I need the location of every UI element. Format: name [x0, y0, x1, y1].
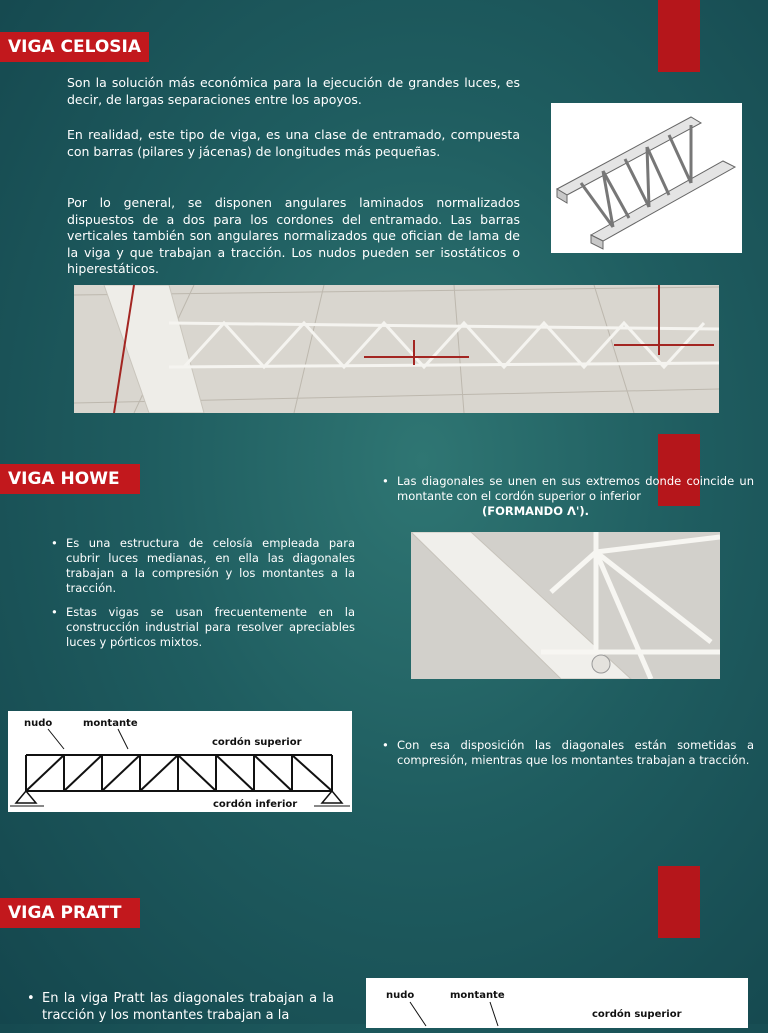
- pratt-bullets: [24, 990, 334, 1033]
- list-item: • Con esa disposición las diagonales están sometidas a compresión, mientras que los montantes trabajan a tracción.: [379, 738, 754, 768]
- howe-truss-photo: [411, 532, 720, 679]
- celosia-paragraph-1: Son la solución más económica para la ejecución de grandes luces, es decir, de largas separaciones entre los apoyos.: [67, 75, 520, 107]
- red-accent-tab: [658, 0, 700, 72]
- celosia-paragraph-3: Por lo general, se disponen angulares laminados normalizados dispuestos de a dos para los cordones del entramado. Las barras verticales también son angulares normalizados que ofician de lama de la viga y que trabajan a tracción. Los nudos pueden ser isostáticos o hiperestáticos.: [67, 195, 520, 276]
- list-item: • Es una estructura de celosía empleada para cubrir luces medianas, en ella las diagonales trabajan a la compresión y los montantes a la tracción.: [48, 536, 355, 596]
- list-item: • Estas vigas se usan frecuentemente en la construcción industrial para resolver apreciables luces y pórticos mixtos.: [48, 605, 355, 650]
- list-item: • En la viga Pratt las diagonales trabajan a la tracción y los montantes trabajan a la: [24, 990, 334, 1024]
- howe-right-bullets-bottom: [379, 738, 754, 777]
- red-accent-tab: [658, 866, 700, 938]
- label-nudo: nudo: [386, 990, 415, 1001]
- label-cordon-inferior: cordón inferior: [213, 799, 298, 810]
- section-viga-howe: [0, 430, 768, 840]
- formando-lambda-note: (FORMANDO Λ').: [481, 504, 590, 518]
- label-nudo: nudo: [24, 718, 53, 729]
- howe-truss-diagram: [8, 711, 352, 812]
- section-viga-celosia: [0, 0, 768, 420]
- section-viga-pratt: [0, 860, 768, 1024]
- truss-beam-illustration: [551, 103, 742, 253]
- howe-bullet-joints: Las diagonales se unen en sus extremos donde coincide un montante con el cordón superior o inferior: [397, 474, 754, 503]
- label-montante: montante: [450, 990, 505, 1001]
- section-title-howe: VIGA HOWE: [0, 464, 140, 494]
- howe-right-bullets-top: [379, 474, 754, 519]
- list-item: [379, 474, 754, 519]
- label-montante: montante: [83, 718, 138, 729]
- pratt-truss-diagram: [366, 978, 748, 1028]
- celosia-paragraph-2: En realidad, este tipo de viga, es una clase de entramado, compuesta con barras (pilares y jácenas) de longitudes más pequeñas.: [67, 127, 520, 159]
- label-cordon-superior: cordón superior: [212, 737, 302, 748]
- section-title-celosia: VIGA CELOSIA: [0, 32, 149, 62]
- truss-ceiling-photo: [74, 285, 719, 413]
- section-title-pratt: VIGA PRATT: [0, 898, 140, 928]
- label-cordon-superior: cordón superior: [592, 1009, 682, 1020]
- howe-left-bullets: [48, 536, 355, 659]
